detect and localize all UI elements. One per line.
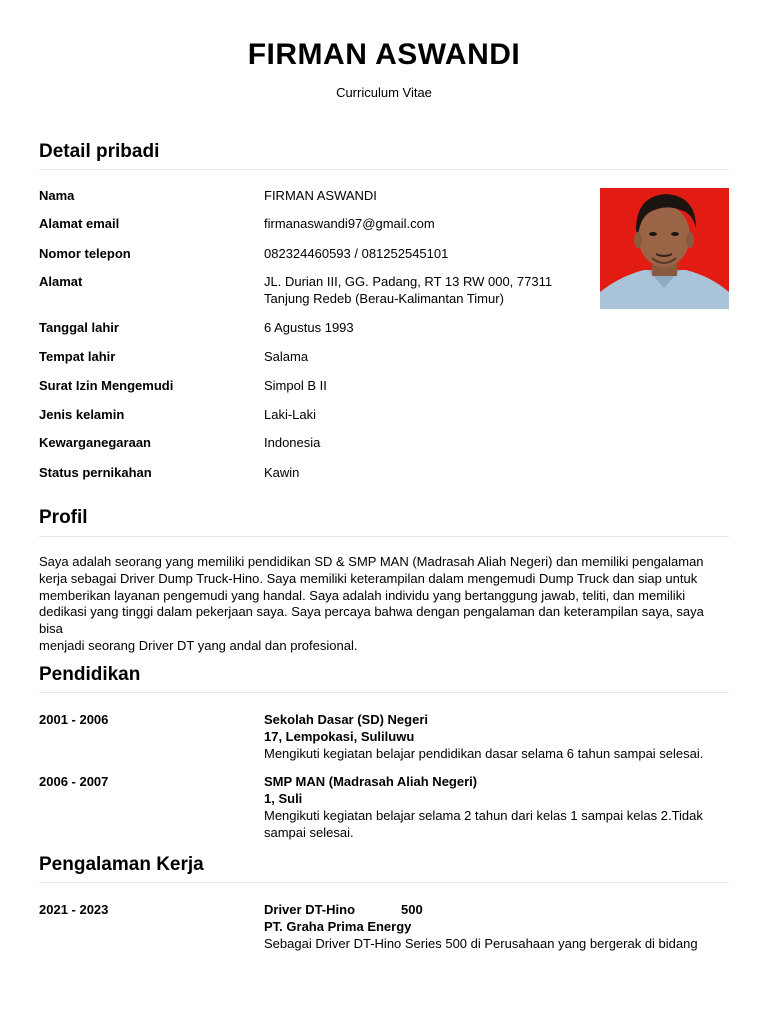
label-marital-status: Status pernikahan xyxy=(39,465,152,480)
value-birth-place: Salama xyxy=(264,349,309,364)
value-gender: Laki-Laki xyxy=(264,407,317,422)
education-location: 1, Suli xyxy=(264,791,303,806)
experience-period: 2021 - 2023 xyxy=(39,902,109,917)
education-description: sampai selesai. xyxy=(264,825,354,840)
experience-company: PT. Graha Prima Energy xyxy=(264,919,412,934)
value-email: firmanaswandi97@gmail.com xyxy=(264,216,435,231)
section-title-profile: Profil xyxy=(39,507,88,528)
profile-line: dedikasi yang tinggi dalam pekerjaan saya. Saya percaya bahwa dengan pengalaman dan keterampilan saya, saya bisa xyxy=(39,604,704,637)
value-nationality: Indonesia xyxy=(264,435,321,450)
experience-role-suffix: 500 xyxy=(401,902,423,917)
profile-line: menjadi seorang Driver DT yang andal dan profesional. xyxy=(39,637,358,653)
person-portrait-icon xyxy=(600,188,729,309)
value-address-line2: Tanjung Redeb (Berau-Kalimantan Timur) xyxy=(264,291,504,306)
label-birth-place: Tempat lahir xyxy=(39,349,116,364)
resume-name: FIRMAN ASWANDI xyxy=(247,38,521,71)
profile-line: Saya adalah seorang yang memiliki pendidikan SD & SMP MAN (Madrasah Aliah Negeri) dan memiliki pengalaman xyxy=(39,554,704,569)
profile-line: kerja sebagai Driver Dump Truck-Hino. Saya memiliki keterampilan dalam mengemudi Dump Truck dan siap untuk xyxy=(39,570,698,586)
resume-subtitle: Curriculum Vitae xyxy=(336,85,432,100)
section-title-education: Pendidikan xyxy=(39,664,141,685)
label-driving-license: Surat Izin Mengemudi xyxy=(39,378,174,393)
profile-line: memberikan layanan pengemudi yang handal. Saya adalah individu yang bertanggung jawab, teliti, dan memiliki xyxy=(39,587,686,603)
section-title-experience: Pengalaman Kerja xyxy=(39,854,204,875)
label-email: Alamat email xyxy=(39,216,120,231)
education-period: 2001 - 2006 xyxy=(39,712,109,727)
profile-paragraph xyxy=(39,554,729,655)
section-divider xyxy=(39,692,729,693)
education-description: Mengikuti kegiatan belajar selama 2 tahun dari kelas 1 sampai kelas 2.Tidak xyxy=(264,808,703,823)
section-title-personal: Detail pribadi xyxy=(39,141,160,162)
label-birth-date: Tanggal lahir xyxy=(39,320,119,335)
section-divider xyxy=(39,169,729,170)
section-divider xyxy=(39,536,729,537)
experience-role: Driver DT-Hino xyxy=(264,902,356,917)
profile-photo xyxy=(600,188,729,309)
education-school: SMP MAN (Madrasah Aliah Negeri) xyxy=(264,774,478,789)
experience-description: Sebagai Driver DT-Hino Series 500 di Perusahaan yang bergerak di bidang xyxy=(264,936,698,951)
education-school: Sekolah Dasar (SD) Negeri xyxy=(264,712,429,727)
value-birth-date: 6 Agustus 1993 xyxy=(264,320,354,335)
education-description: Mengikuti kegiatan belajar pendidikan dasar selama 6 tahun sampai selesai. xyxy=(264,746,704,761)
label-phone: Nomor telepon xyxy=(39,246,131,261)
value-marital-status: Kawin xyxy=(264,465,300,480)
label-address: Alamat xyxy=(39,274,83,289)
value-phone: 082324460593 / 081252545101 xyxy=(264,246,449,261)
value-address-line1: JL. Durian III, GG. Padang, RT 13 RW 000, 77311 xyxy=(264,274,553,289)
section-divider xyxy=(39,882,729,883)
label-nationality: Kewarganegaraan xyxy=(39,435,151,450)
label-name: Nama xyxy=(39,188,75,203)
education-period: 2006 - 2007 xyxy=(39,774,109,789)
label-gender: Jenis kelamin xyxy=(39,407,125,422)
value-name: FIRMAN ASWANDI xyxy=(264,188,377,203)
education-location: 17, Lempokasi, Suliluwu xyxy=(264,729,415,744)
value-driving-license: Simpol B II xyxy=(264,378,327,393)
